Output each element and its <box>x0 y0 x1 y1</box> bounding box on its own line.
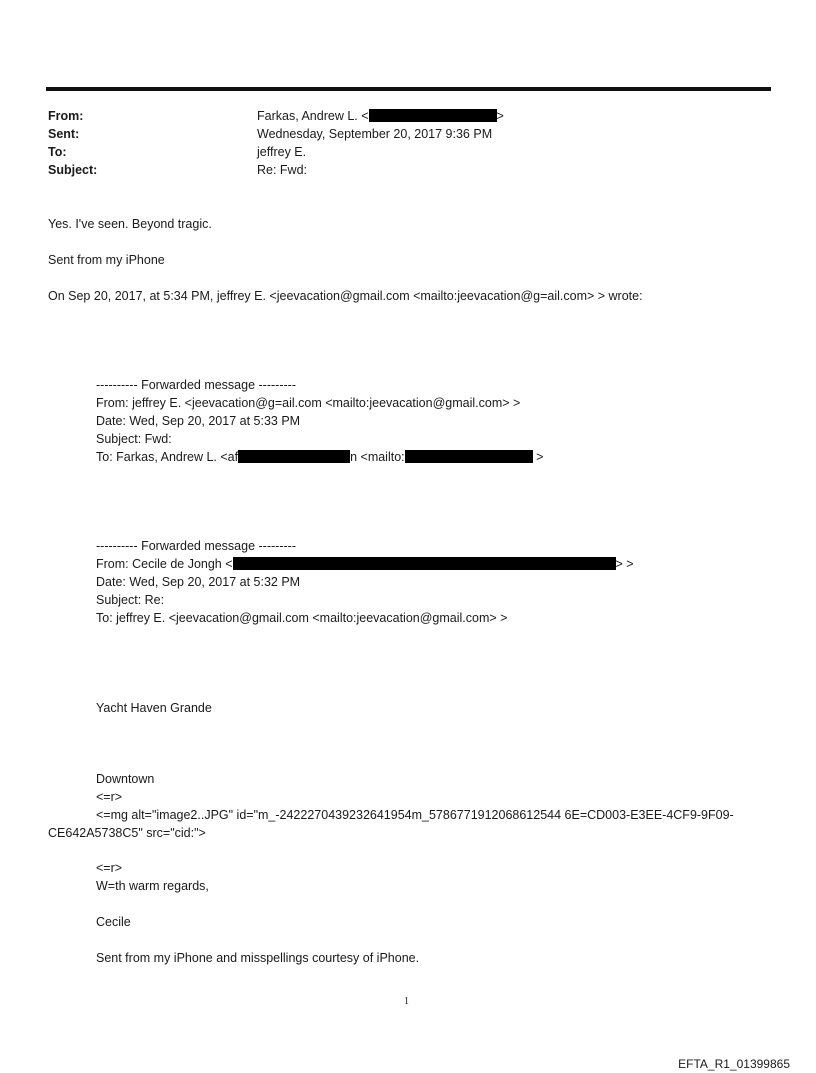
sent-label: Sent: <box>48 127 80 141</box>
to-value: jeffrey E. <box>257 145 307 159</box>
message-signature: Sent from my iPhone and misspellings courtesy of iPhone. <box>96 951 420 965</box>
forward1-separator: ---------- Forwarded message --------- <box>96 378 296 392</box>
forward1-to-middle: n <mailto: <box>350 450 405 464</box>
forward2-from-prefix: From: Cecile de Jongh < <box>96 557 233 571</box>
document-id: EFTA_R1_01399865 <box>678 1057 790 1071</box>
sender-name: Cecile <box>96 915 131 929</box>
from-label: From: <box>48 109 84 123</box>
forward1-from: From: jeffrey E. <jeevacation@g=ail.com <mailto:jeevacation@gmail.com> > <box>96 396 521 410</box>
from-name: Farkas, Andrew L. < <box>257 109 369 123</box>
subject-value: Re: Fwd: <box>257 163 308 177</box>
img-tag-line-2: CE642A5738C5" src="cid:"> <box>48 826 206 840</box>
sent-value: Wednesday, September 20, 2017 9:36 PM <box>257 127 493 141</box>
location-2: Downtown <box>96 772 155 786</box>
forward1-to-prefix: To: Farkas, Andrew L. <af <box>96 450 239 464</box>
forward2-from-suffix: > > <box>615 557 634 571</box>
forward2-from <box>96 556 634 572</box>
reply-line: Yes. I've seen. Beyond tragic. <box>48 217 212 231</box>
br-tag-2: <=r> <box>96 861 123 875</box>
redaction-bar <box>233 557 616 570</box>
br-tag-1: <=r> <box>96 790 123 804</box>
forward2-date: Date: Wed, Sep 20, 2017 at 5:32 PM <box>96 575 301 589</box>
forward2-subject: Subject: Re: <box>96 593 165 607</box>
forward2-separator: ---------- Forwarded message --------- <box>96 539 296 553</box>
reply-signature: Sent from my iPhone <box>48 253 165 267</box>
closing: W=th warm regards, <box>96 879 209 893</box>
forward1-date: Date: Wed, Sep 20, 2017 at 5:33 PM <box>96 414 301 428</box>
forward2-to: To: jeffrey E. <jeevacation@gmail.com <mailto:jeevacation@gmail.com> > <box>96 611 508 625</box>
to-label: To: <box>48 145 67 159</box>
img-tag-line-1: <=mg alt="image2..JPG" id="m_-2422270439232641954m_5786771912068612544 6E=CD003-E3EE-4CF9-9F09- <box>96 808 734 822</box>
redaction-bar <box>369 109 497 122</box>
location-1: Yacht Haven Grande <box>96 701 212 715</box>
quote-intro: On Sep 20, 2017, at 5:34 PM, jeffrey E. <jeevacation@gmail.com <mailto:jeevacation@g=ail.com> > wrote: <box>48 289 643 303</box>
redaction-bar <box>238 450 350 463</box>
forward1-to-suffix: > <box>532 450 544 464</box>
subject-label: Subject: <box>48 163 98 177</box>
redaction-bar <box>405 450 533 463</box>
forward1-to <box>96 449 543 465</box>
from-value <box>257 108 504 124</box>
forward1-subject: Subject: Fwd: <box>96 432 172 446</box>
header-rule <box>46 87 771 91</box>
from-close: > <box>496 109 504 123</box>
page-number: 1 <box>404 996 409 1007</box>
